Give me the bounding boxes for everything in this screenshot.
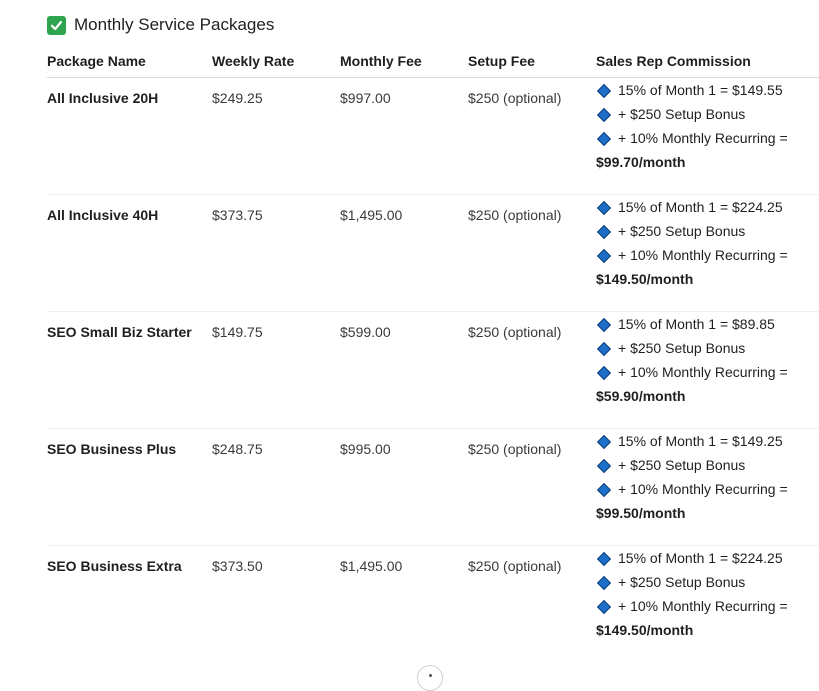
- column-header-package-name: Package Name: [47, 44, 212, 78]
- commission-line: [596, 312, 819, 336]
- commission-line: [596, 429, 819, 453]
- weekly-rate-cell: $149.75: [212, 312, 340, 429]
- table-row: [47, 78, 819, 195]
- setup-fee-cell: $250 (optional): [468, 195, 596, 312]
- section-title: Monthly Service Packages: [74, 15, 275, 34]
- weekly-rate-cell: $373.50: [212, 558, 263, 574]
- commission-line: [596, 336, 819, 360]
- blue-diamond-icon: [597, 600, 611, 614]
- column-header-monthly-fee: Monthly Fee: [340, 44, 468, 78]
- blue-diamond-icon: [597, 84, 611, 98]
- commission-recurring-amount: $149.50/month: [596, 622, 694, 638]
- commission-month1-text: 15% of Month 1 = $89.85: [618, 316, 775, 332]
- blue-diamond-icon: [597, 108, 611, 122]
- commission-recurring-amount: $99.70/month: [596, 154, 686, 170]
- blue-diamond-icon: [597, 459, 611, 473]
- commission-recurring-amount: $59.90/month: [596, 388, 686, 404]
- commission-cell: [596, 312, 819, 429]
- blue-diamond-icon: [597, 366, 611, 380]
- column-header-commission: Sales Rep Commission: [596, 44, 819, 78]
- blue-diamond-icon: [597, 132, 611, 146]
- commission-line: [596, 102, 819, 126]
- commission-recurring-text: + 10% Monthly Recurring =: [618, 481, 788, 497]
- commission-line: [596, 195, 819, 219]
- commission-cell: [596, 546, 819, 663]
- commission-recurring-text: + 10% Monthly Recurring =: [618, 598, 788, 614]
- commission-month1-text: 15% of Month 1 = $149.25: [618, 433, 783, 449]
- table-row: [47, 429, 819, 546]
- package-name-cell: All Inclusive 40H: [47, 195, 212, 312]
- setup-fee-cell: $250 (optional): [468, 78, 596, 195]
- commission-month1-text: 15% of Month 1 = $149.55: [618, 82, 783, 98]
- commission-line: [596, 570, 819, 594]
- commission-setup-bonus-text: + $250 Setup Bonus: [618, 340, 746, 356]
- commission-line: [596, 453, 819, 477]
- scroll-down-button[interactable]: [417, 665, 443, 691]
- monthly-fee-cell: $599.00: [340, 312, 468, 429]
- blue-diamond-icon: [597, 318, 611, 332]
- blue-diamond-icon: [597, 225, 611, 239]
- package-name-cell: All Inclusive 20H: [47, 78, 212, 195]
- commission-setup-bonus-text: + $250 Setup Bonus: [618, 106, 746, 122]
- setup-fee-cell: $250 (optional): [468, 558, 562, 574]
- package-name-cell: SEO Small Biz Starter: [47, 312, 212, 429]
- commission-recurring-amount: $99.50/month: [596, 505, 686, 521]
- commission-line: [596, 219, 819, 243]
- commission-recurring-text: + 10% Monthly Recurring =: [618, 130, 788, 146]
- setup-fee-cell: $250 (optional): [468, 312, 596, 429]
- blue-diamond-icon: [597, 552, 611, 566]
- table-row: [47, 312, 819, 429]
- packages-table: [47, 44, 819, 662]
- weekly-rate-cell: $249.25: [212, 78, 340, 195]
- monthly-fee-cell: $1,495.00: [340, 195, 468, 312]
- commission-line: [596, 360, 819, 384]
- package-name-cell: SEO Business Plus: [47, 429, 212, 546]
- commission-recurring-amount: $149.50/month: [596, 271, 694, 287]
- commission-line: [596, 126, 819, 150]
- weekly-rate-cell: $248.75: [212, 429, 340, 546]
- table-row: [47, 195, 819, 312]
- commission-setup-bonus-text: + $250 Setup Bonus: [618, 457, 746, 473]
- setup-fee-cell: $250 (optional): [468, 429, 596, 546]
- commission-line: [596, 546, 819, 570]
- commission-recurring-text: + 10% Monthly Recurring =: [618, 247, 788, 263]
- commission-month1-text: 15% of Month 1 = $224.25: [618, 199, 783, 215]
- commission-cell: [596, 195, 819, 312]
- commission-line: [596, 477, 819, 501]
- blue-diamond-icon: [597, 483, 611, 497]
- package-name-cell: SEO Business Extra: [47, 558, 182, 574]
- blue-diamond-icon: [597, 576, 611, 590]
- commission-line: [596, 243, 819, 267]
- weekly-rate-cell: $373.75: [212, 195, 340, 312]
- column-header-weekly-rate: Weekly Rate: [212, 44, 340, 78]
- commission-setup-bonus-text: + $250 Setup Bonus: [618, 223, 746, 239]
- monthly-fee-cell: $995.00: [340, 429, 468, 546]
- table-row: [47, 546, 819, 663]
- blue-diamond-icon: [597, 249, 611, 263]
- commission-line: [596, 594, 819, 618]
- commission-cell: [596, 78, 819, 195]
- commission-setup-bonus-text: + $250 Setup Bonus: [618, 574, 746, 590]
- blue-diamond-icon: [597, 342, 611, 356]
- monthly-fee-cell: $997.00: [340, 78, 468, 195]
- table-header-row: [47, 44, 819, 78]
- check-mark-button-icon: [47, 16, 66, 35]
- commission-line: [596, 78, 819, 102]
- blue-diamond-icon: [597, 435, 611, 449]
- commission-month1-text: 15% of Month 1 = $224.25: [618, 550, 783, 566]
- monthly-fee-cell: $1,495.00: [340, 558, 403, 574]
- commission-cell: [596, 429, 819, 546]
- blue-diamond-icon: [597, 201, 611, 215]
- column-header-setup-fee: Setup Fee: [468, 44, 596, 78]
- section-header: [47, 14, 274, 36]
- commission-recurring-text: + 10% Monthly Recurring =: [618, 364, 788, 380]
